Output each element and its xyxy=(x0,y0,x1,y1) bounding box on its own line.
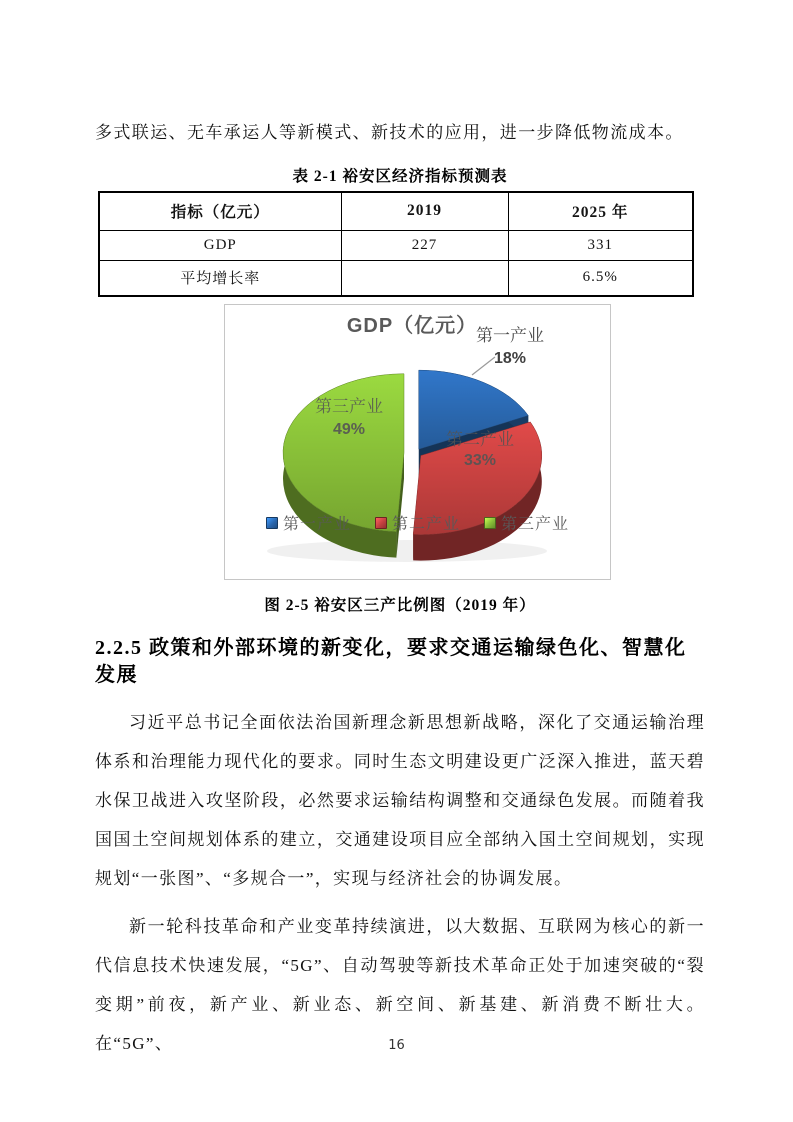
table-cell: 平均增长率 xyxy=(99,260,341,296)
gdp-pie-chart xyxy=(224,304,611,580)
page-number: 16 xyxy=(388,1038,405,1053)
label-leader-line xyxy=(472,357,495,375)
table-cell: 227 xyxy=(341,230,508,260)
legend-item xyxy=(484,511,569,534)
table-header-cell: 2019 xyxy=(341,192,508,230)
slice-value-label: 33% xyxy=(463,452,497,469)
legend-label: 第二产业 xyxy=(391,516,460,533)
slice-label: 第一产业 xyxy=(476,326,544,345)
table-header-cell: 2025 年 xyxy=(508,192,693,230)
table-caption: 表 2-1 裕安区经济指标预测表 xyxy=(292,168,508,185)
pie-shadow xyxy=(267,540,547,562)
figure-caption: 图 2-5 裕安区三产比例图（2019 年） xyxy=(264,597,536,614)
legend-label: 第三产业 xyxy=(501,516,570,533)
legend-item xyxy=(375,511,460,534)
pie-chart-canvas xyxy=(225,305,610,579)
table-header-cell: 指标（亿元） xyxy=(99,192,341,230)
table-cell xyxy=(341,260,508,296)
body-paragraph: 习近平总书记全面依法治国新理念新思想新战略，深化了交通运输治理体系和治理能力现代化的要求。同时生态文明建设更广泛深入推进，蓝天碧水保卫战进入攻坚阶段，必然要求运输结构调整和交通绿色发展。而随着我国国土空间规划体系的建立，交通建设项目应全部纳入国土空间规划，实现规划“一张图”、“多规合一”，实现与经济社会的协调发展。 xyxy=(95,713,705,888)
table-header-row xyxy=(99,192,693,230)
legend-item xyxy=(266,511,351,534)
table-cell: 6.5% xyxy=(508,260,693,296)
legend-swatch-icon xyxy=(266,517,278,529)
slice-value-label: 49% xyxy=(332,421,366,438)
table-row xyxy=(99,260,693,296)
table-cell: 331 xyxy=(508,230,693,260)
table-row xyxy=(99,230,693,260)
chart-legend xyxy=(225,511,610,534)
legend-swatch-icon xyxy=(484,517,496,529)
slice-label: 第三产业 xyxy=(315,397,383,416)
slice-label: 第二产业 xyxy=(446,430,514,449)
table-cell: GDP xyxy=(99,230,341,260)
legend-label: 第一产业 xyxy=(282,516,351,533)
intro-paragraph: 多式联运、无车承运人等新模式、新技术的应用，进一步降低物流成本。 xyxy=(95,123,684,142)
body-paragraph: 新一轮科技革命和产业变革持续演进，以大数据、互联网为核心的新一代信息技术快速发展，“5G”、自动驾驶等新技术革命正处于加速突破的“裂变期”前夜，新产业、新业态、新空间、新基建、新消费不断壮大。在“5G”、 xyxy=(95,917,705,1053)
legend-swatch-icon xyxy=(375,517,387,529)
slice-value-label: 18% xyxy=(493,350,527,367)
chart-title: GDP（亿元） xyxy=(346,315,478,337)
economic-indicators-table xyxy=(98,191,694,297)
section-heading: 2.2.5 政策和外部环境的新变化，要求交通运输绿色化、智慧化发展 xyxy=(95,637,687,686)
